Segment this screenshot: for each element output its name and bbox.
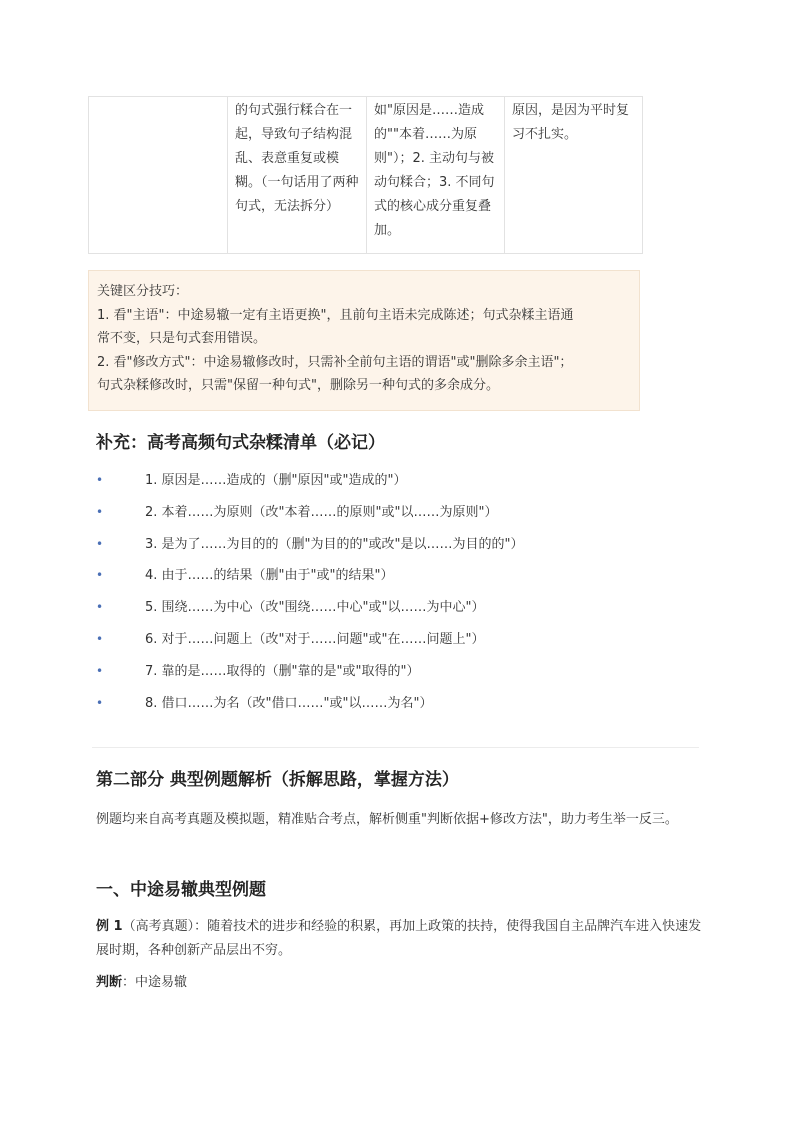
- table-cell-example: 原因，是因为平时复习不扎实。: [505, 97, 643, 254]
- table-row: [89, 97, 643, 254]
- supplement-list: [96, 465, 523, 719]
- list-item-text: 1. 原因是……造成的（删"原因"或"造成的"）: [145, 473, 407, 488]
- tip-line: 句式杂糅修改时，只需"保留一种句式"，删除另一种句式的多余成分。: [97, 378, 499, 393]
- list-item: [96, 592, 523, 624]
- example-label: 例 1: [96, 919, 123, 934]
- bullet-icon: •: [96, 568, 104, 583]
- tip-box: [88, 270, 640, 411]
- list-item: [96, 497, 523, 529]
- table-cell-types: 如"原因是……造成的""本着……为原则"）；2. 主动句与被动句糅合；3. 不同句式的核心成分重复叠加。: [367, 97, 505, 254]
- list-item: [96, 465, 523, 497]
- list-item-text: 6. 对于……问题上（改"对于……问题"或"在……问题上"）: [145, 631, 485, 647]
- tip-title: 关键区分技巧：: [97, 284, 189, 299]
- supplement-heading: 补充：高考高频句式杂糅清单（必记）: [96, 433, 385, 453]
- tip-line: 常不变，只是句式套用错误。: [97, 331, 267, 346]
- table-cell-definition: 的句式强行糅合在一起，导致句子结构混乱、表意重复或模糊。（一句话用了两种句式，无法拆分）: [228, 97, 367, 254]
- judgement: [96, 971, 187, 995]
- list-item: [96, 688, 523, 720]
- list-item-text: 4. 由于……的结果（删"由于"或"的结果"）: [145, 568, 394, 584]
- list-item-text: 5. 围绕……为中心（改"围绕……中心"或"以……为中心"）: [145, 600, 485, 616]
- bullet-icon: •: [96, 504, 104, 519]
- example-text: （高考真题）：随着技术的进步和经验的积累，再加上政策的扶持，使得我国自主品牌汽车进入快速发展时期，各种创新产品层出不穷。: [96, 919, 702, 958]
- continuation-table: [88, 96, 643, 254]
- example-1: [96, 915, 708, 963]
- list-item: [96, 624, 523, 656]
- section1-heading: 一、中途易辙典型例题: [96, 880, 266, 900]
- bullet-icon: •: [96, 663, 104, 678]
- list-item-text: 7. 靠的是……取得的（删"靠的是"或"取得的"）: [145, 663, 420, 679]
- list-item: [96, 529, 523, 561]
- part2-heading: 第二部分 典型例题解析（拆解思路，掌握方法）: [96, 770, 459, 790]
- judge-label: 判断: [96, 975, 123, 990]
- list-item-text: 2. 本着……为原则（改"本着……的原则"或"以……为原则"）: [145, 504, 498, 520]
- tip-line: 1. 看"主语"：中途易辙一定有主语更换"，且前句主语未完成陈述；句式杂糅主语通: [97, 307, 574, 323]
- bullet-icon: •: [96, 631, 104, 646]
- judge-text: ：中途易辙: [122, 975, 188, 990]
- section-divider: [92, 747, 699, 748]
- table-cell-empty: [89, 97, 228, 254]
- list-item-text: 3. 是为了……为目的的（删"为目的的"或改"是以……为目的的"）: [145, 536, 524, 552]
- list-item: [96, 560, 523, 592]
- tip-line: 2. 看"修改方式"：中途易辙修改时，只需补全前句主语的谓语"或"删除多余主语"；: [97, 354, 573, 370]
- list-item: [96, 656, 523, 688]
- bullet-icon: •: [96, 600, 104, 615]
- part2-intro: 例题均来自高考真题及模拟题，精准贴合考点，解析侧重"判断依据+修改方法"，助力考生举一反三。: [96, 812, 678, 827]
- list-item-text: 8. 借口……为名（改"借口……"或"以……为名"）: [145, 695, 433, 711]
- bullet-icon: •: [96, 536, 104, 551]
- bullet-icon: •: [96, 695, 104, 710]
- bullet-icon: •: [96, 473, 104, 487]
